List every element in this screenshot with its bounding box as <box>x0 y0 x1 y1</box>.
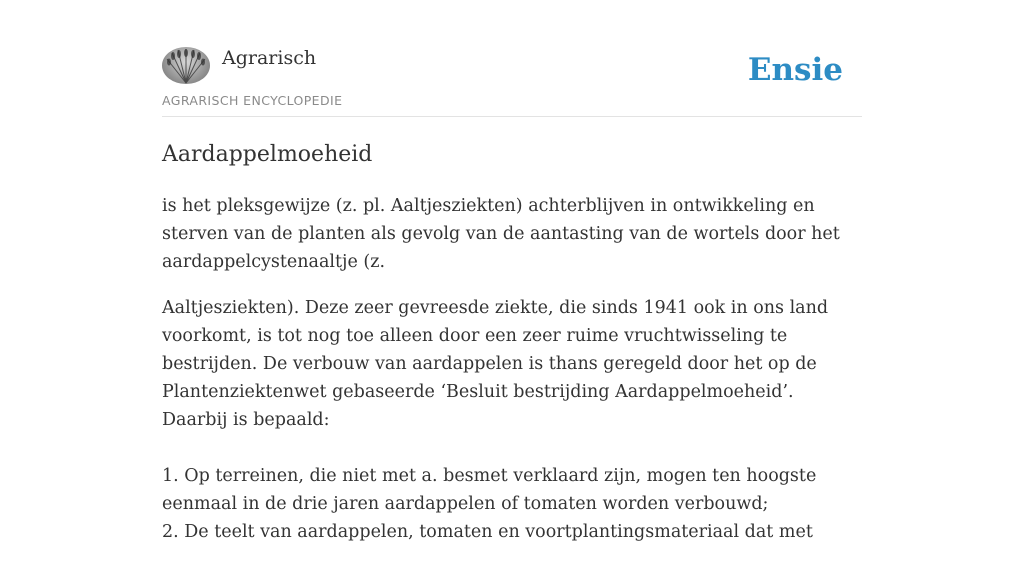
article-title: Aardappelmoeheid <box>162 142 373 167</box>
ensie-logo-link[interactable]: Ensie <box>747 52 843 88</box>
wheat-sheaf-icon[interactable] <box>162 47 210 84</box>
source-subtitle: AGRARISCH ENCYCLOPEDIE <box>162 93 343 108</box>
article-body <box>162 192 862 564</box>
source-name[interactable]: Agrarisch <box>222 47 317 69</box>
article-paragraph: is het pleksgewijze (z. pl. Aaltjesziekten) achterblijven in ontwikkeling en sterven van de planten als gevolg van de aantasting van de wortels door het aardappelcystenaaltje (z. <box>162 196 840 272</box>
article-paragraph: Aaltjesziekten). Deze zeer gevreesde ziekte, die sinds 1941 ook in ons land voorkomt, is tot nog toe alleen door een zeer ruime vruchtwisseling te bestrijden. De verbouw van aardappelen is thans geregeld door het op de Plantenziektenwet gebaseerde ‘Besluit bestrijding Aardappelmoeheid’. Daarbij is bepaald: 1. Op terreinen, die niet met a. besmet verklaard zijn, mogen ten hoogste eenmaal in de drie jaren aardappelen of tomaten worden verbouwd; 2. De teelt van aardappelen, tomaten en voortplantingsmateriaal dat met <box>162 298 829 542</box>
header <box>162 46 862 117</box>
